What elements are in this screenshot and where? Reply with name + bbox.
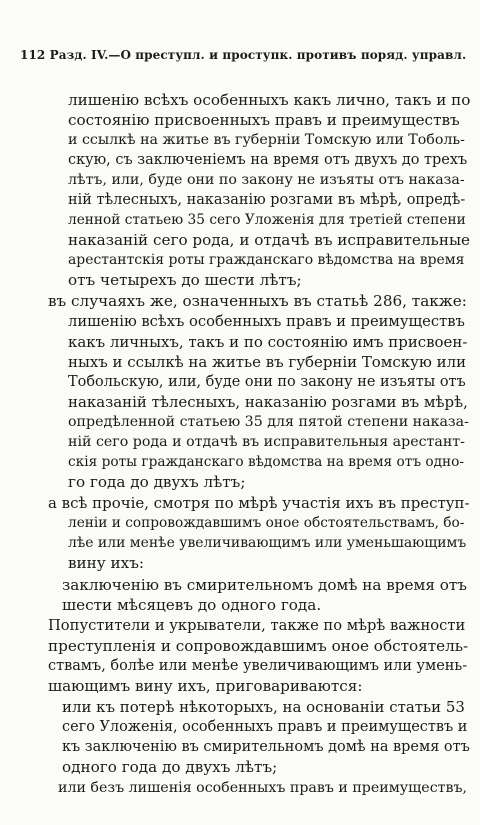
text-line: лишенію всѣхъ особенныхъ какъ лично, такъ и по — [68, 91, 470, 109]
text-line: какъ личныхъ, такъ и по состоянію имъ присвоен- — [68, 333, 468, 351]
text-line: опредѣленной статьею 35 для пятой степени наказа- — [68, 414, 469, 430]
text-line: одного года до двухъ лѣтъ; — [62, 758, 278, 776]
text-line: состоянію присвоенныхъ правъ и преимуществъ — [68, 111, 460, 129]
text-line: заключенію въ смирительномъ домѣ на время отъ — [62, 576, 467, 594]
text-line: Попустители и укрыватели, также по мѣрѣ важности — [48, 617, 466, 634]
text-line: ныхъ и ссылкѣ на житье въ губерніи Томскую или — [68, 353, 467, 371]
text-line: и ссылкѣ на житье въ губерніи Томскую или Тоболь- — [68, 132, 465, 148]
text-line: наказаній сего рода, и отдачѣ въ исправительные — [68, 231, 470, 249]
running-header: 112 Разд. IV.—О преступл. и проступк. противъ поряд. управл. — [20, 48, 467, 62]
text-line: или безъ лишенія особенныхъ правъ и преимуществъ, — [58, 780, 468, 796]
text-line: шающимъ вину ихъ, приговариваются: — [48, 677, 363, 695]
text-line: ленной статьею 35 сего Уложенія для третіей степени — [68, 212, 466, 228]
text-line: а всѣ прочіе, смотря по мѣрѣ участія ихъ въ преступ- — [48, 494, 470, 512]
text-line: шести мѣсяцевъ до одного года. — [62, 596, 322, 614]
text-line: въ случаяхъ же, означенныхъ въ статьѣ 286, также: — [48, 292, 467, 310]
text-line: леніи и сопровождавшимъ оное обстоятельствамъ, бо- — [68, 515, 465, 531]
text-line: лѣе или менѣе увеличивающимъ или уменьшающимъ — [68, 535, 467, 551]
text-line: сего Уложенія, особенныхъ правъ и преимуществъ и — [62, 719, 468, 735]
text-line: скую, съ заключеніемъ на время отъ двухъ до трехъ — [68, 152, 468, 168]
text-line: скія роты гражданскаго вѣдомства на время отъ одно- — [68, 454, 465, 470]
text-line: отъ четырехъ до шести лѣтъ; — [68, 271, 302, 289]
text-line: вину ихъ: — [68, 554, 145, 572]
text-line: лѣтъ, или, буде они по закону не изъяты отъ наказа- — [68, 172, 465, 188]
text-line: го года до двухъ лѣтъ; — [68, 473, 246, 491]
text-line: преступленія и сопровождавшимъ оное обстоятель- — [48, 637, 469, 655]
text-line: лишенію всѣхъ особенныхъ правъ и преимуществъ — [68, 313, 465, 330]
text-line: ствамъ, болѣе или менѣе увеличивающимъ или умень- — [48, 658, 468, 674]
text-line: наказаній тѣлесныхъ, наказанію розгами въ мѣрѣ, — [68, 393, 468, 411]
text-line: ній тѣлесныхъ, наказанію розгами въ мѣрѣ, опредѣ- — [68, 192, 466, 208]
text-line: ній сего рода и отдачѣ въ исправительныя арестант- — [68, 434, 465, 450]
text-line: къ заключенію въ смирительномъ домѣ на время отъ — [62, 739, 470, 755]
text-line: арестантскія роты гражданскаго вѣдомства на время — [68, 252, 465, 268]
text-line: Тобольскую, или, буде они по закону не изъяты отъ — [68, 374, 466, 390]
text-line: или къ потерѣ нѣкоторыхъ, на основаніи статьи 53 — [62, 698, 465, 716]
